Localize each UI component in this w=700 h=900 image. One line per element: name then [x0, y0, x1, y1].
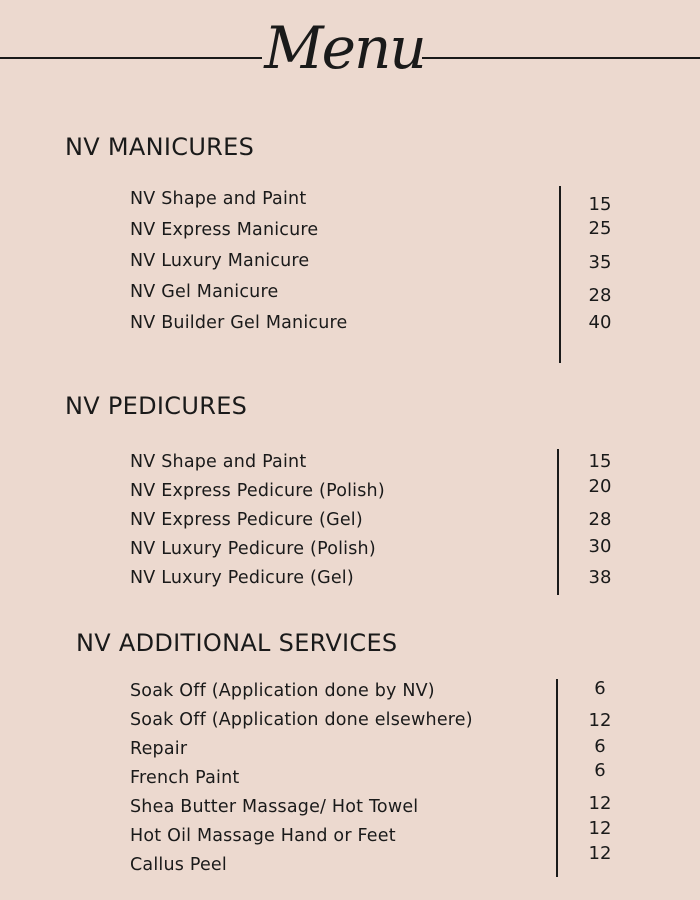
service-price: 28	[588, 285, 612, 306]
service-price: 6	[594, 760, 606, 781]
service-name: NV Shape and Paint	[130, 189, 307, 209]
service-name: NV Express Pedicure (Polish)	[130, 481, 385, 501]
divider-line	[557, 449, 559, 595]
title-rule-left	[0, 57, 262, 59]
menu-title: Menu	[264, 14, 425, 82]
service-price: 38	[588, 567, 612, 588]
title-rule-right	[422, 57, 700, 59]
section-heading: NV ADDITIONAL SERVICES	[76, 629, 398, 657]
service-name: French Paint	[130, 768, 240, 788]
service-price: 30	[588, 536, 612, 557]
service-price: 6	[594, 736, 606, 757]
service-name: Repair	[130, 739, 188, 759]
service-name: NV Express Manicure	[130, 220, 319, 240]
service-price: 15	[588, 451, 612, 472]
service-name: NV Gel Manicure	[130, 282, 279, 302]
section-heading: NV MANICURES	[65, 133, 255, 161]
service-price: 12	[588, 793, 612, 814]
service-name: NV Shape and Paint	[130, 452, 307, 472]
divider-line	[556, 679, 558, 877]
service-price: 15	[588, 194, 612, 215]
service-price: 40	[588, 312, 612, 333]
divider-line	[559, 186, 561, 363]
service-price: 25	[588, 218, 612, 239]
service-name: NV Express Pedicure (Gel)	[130, 510, 363, 530]
service-price: 12	[588, 710, 612, 731]
service-name: Shea Butter Massage/ Hot Towel	[130, 797, 419, 817]
service-price: 6	[594, 678, 606, 699]
service-price: 35	[588, 252, 612, 273]
service-name: Soak Off (Application done by NV)	[130, 681, 435, 701]
service-price: 12	[588, 818, 612, 839]
service-name: NV Luxury Manicure	[130, 251, 310, 271]
service-name: NV Luxury Pedicure (Polish)	[130, 539, 376, 559]
service-price: 20	[588, 476, 612, 497]
service-price: 28	[588, 509, 612, 530]
service-price: 12	[588, 843, 612, 864]
service-name: Callus Peel	[130, 855, 227, 875]
service-name: NV Luxury Pedicure (Gel)	[130, 568, 354, 588]
service-name: NV Builder Gel Manicure	[130, 313, 348, 333]
section-heading: NV PEDICURES	[65, 392, 248, 420]
service-name: Hot Oil Massage Hand or Feet	[130, 826, 396, 846]
service-name: Soak Off (Application done elsewhere)	[130, 710, 473, 730]
